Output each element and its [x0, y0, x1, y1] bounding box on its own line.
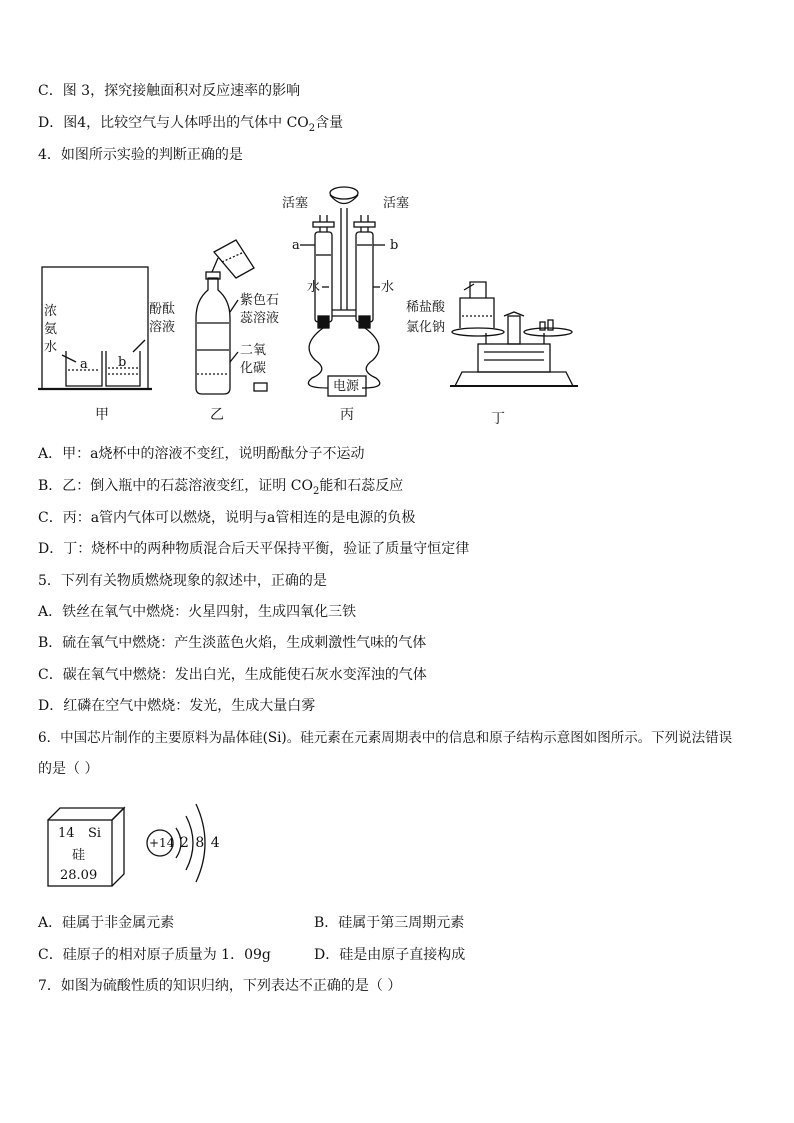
fig-jia-right-label-2: 溶液 [149, 320, 176, 335]
fig-bing-water-right: 水 [381, 280, 395, 295]
fig-yi-label1-line2: 蕊溶液 [240, 311, 280, 326]
fig-yi-label2-line2: 化碳 [240, 361, 267, 376]
q5-stem: 5．下列有关物质燃烧现象的叙述中，正确的是 [38, 573, 327, 589]
q3-option-c: C．图 3，探究接触面积对反应速率的影响 [38, 83, 301, 99]
q4-option-b [38, 477, 403, 501]
q6-atom-shells: 2 8 4 [180, 835, 220, 851]
fig-jia-left-label-2: 氨 [44, 322, 58, 337]
q3-option-d [38, 114, 343, 138]
fig-bing-tube-b: b [390, 238, 399, 253]
q6-option-d: D．硅是由原子直接构成 [314, 947, 466, 963]
q6-element-number: 14 [58, 826, 75, 841]
q3-option-d-sub: 2 [308, 122, 316, 134]
q4-stem: 4．如图所示实验的判断正确的是 [38, 147, 243, 163]
q4-option-b-text: B．乙：倒入瓶中的石蕊溶液变红，证明 CO [38, 478, 313, 494]
q6-option-a: A．硅属于非金属元素 [38, 915, 175, 931]
fig-ding-label-salt: 氯化钠 [406, 320, 446, 335]
fig-jia-beaker-b: b [118, 355, 127, 370]
q4-option-a: A．甲：a烧杯中的溶液不变红，说明酚酞分子不运动 [38, 446, 365, 462]
q4-option-d: D．丁：烧杯中的两种物质混合后天平保持平衡，验证了质量守恒定律 [38, 541, 470, 557]
fig-jia-left-label-1: 浓 [44, 304, 58, 319]
fig-jia-caption: 甲 [95, 407, 109, 423]
q5-option-d: D．红磷在空气中燃烧：发光，生成大量白雾 [38, 698, 316, 714]
q4-option-c: C．丙：a管内气体可以燃烧，说明与a管相连的是电源的负极 [38, 510, 416, 526]
q6-element-mass: 28.09 [60, 868, 98, 883]
fig-ding-caption: 丁 [491, 411, 505, 427]
q3-option-d-tail: 含量 [315, 115, 344, 131]
fig-ding-label-acid: 稀盐酸 [406, 300, 446, 315]
q6-stem-line1: 6．中国芯片制作的主要原料为晶体硅(Si)。硅元素在元素周期表中的信息和原子结构示意图如图所示。下列说法错误 [38, 730, 733, 746]
q5-option-c: C．碳在氧气中燃烧：发出白光，生成能使石灰水变浑浊的气体 [38, 667, 427, 683]
fig-yi-label1-line1: 紫色石 [240, 293, 280, 308]
q5-option-a: A．铁丝在氧气中燃烧：火星四射，生成四氧化三铁 [38, 604, 357, 620]
fig-yi-caption: 乙 [210, 407, 224, 423]
fig-bing-tube-a: a [292, 238, 300, 253]
fig-jia-beaker-a: a [80, 357, 88, 372]
q6-option-b: B．硅属于第三周期元素 [314, 915, 465, 931]
q6-element-symbol: Si [88, 826, 102, 841]
q6-option-c: C．硅原子的相对原子质量为 1．09g [38, 947, 271, 963]
q6-atom-nucleus: +14 [149, 836, 175, 850]
q6-element-name: 硅 [72, 848, 86, 863]
q7-stem: 7．如图为硫酸性质的知识归纳，下列表达不正确的是（ ） [38, 978, 402, 994]
fig-jia-left-label-3: 水 [44, 340, 58, 355]
fig-jia-right-label-1: 酚酞 [149, 302, 176, 317]
fig-yi-label2-line1: 二氧 [240, 343, 267, 358]
q5-option-b: B．硫在氧气中燃烧：产生淡蓝色火焰，生成刺激性气味的气体 [38, 635, 427, 651]
q4-option-b-tail: 能和石蕊反应 [319, 478, 404, 494]
fig-bing-water-left: 水 [307, 280, 321, 295]
q3-option-d-text: D．图4，比较空气与人体呼出的气体中 CO [38, 115, 309, 131]
fig-bing-caption: 丙 [340, 407, 354, 423]
q6-stem-line2: 的是（ ） [38, 761, 99, 777]
fig-bing-stopcock-right: 活塞 [383, 196, 410, 211]
fig-ding-drawing [450, 282, 578, 386]
fig-bing-stopcock-left: 活塞 [282, 196, 309, 211]
q4-option-b-sub: 2 [312, 485, 320, 497]
fig-bing-power: 电源 [333, 379, 360, 394]
